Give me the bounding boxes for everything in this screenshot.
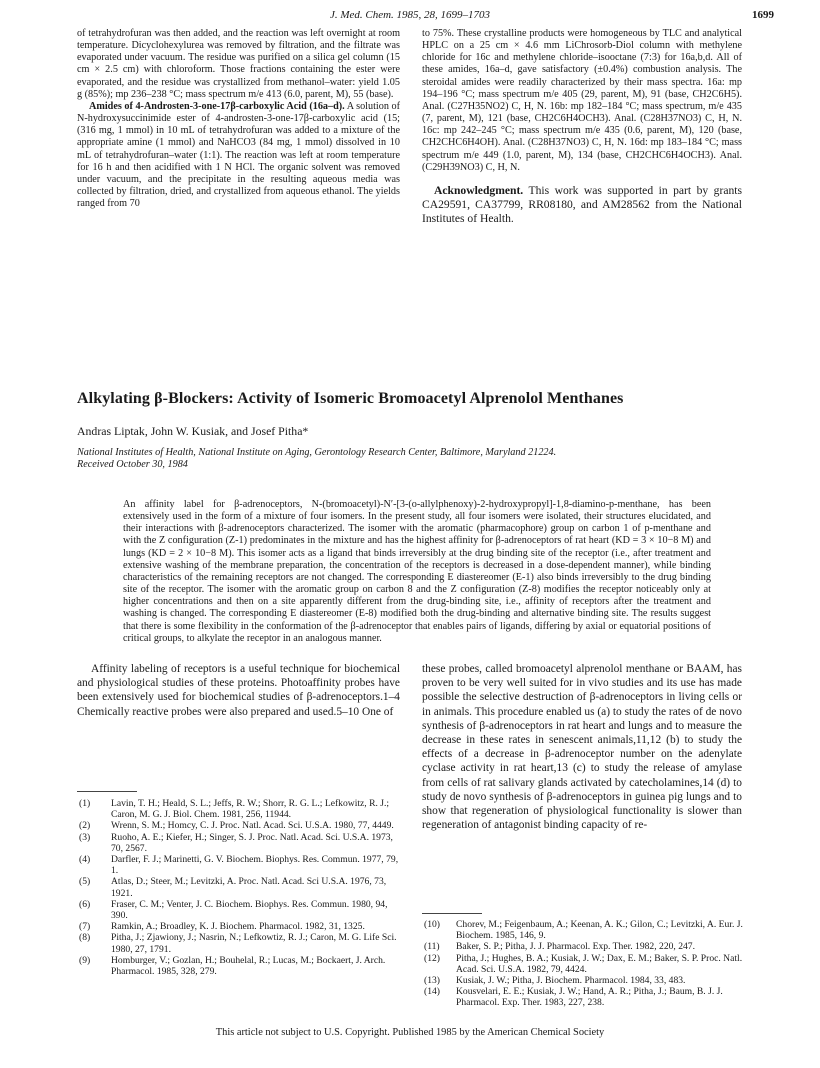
acknowledgment (422, 184, 742, 226)
reference-item: (10) Chorev, M.; Feigenbaum, A.; Keenan, A. K.; Gilon, C.; Levitzki, A. Eur. J. Biochem. 1985, 146, 9. (424, 919, 743, 942)
references-divider-right (422, 913, 482, 914)
reference-item: (11) Baker, S. P.; Pitha, J. J. Pharmacol. Exp. Ther. 1982, 220, 247. (424, 941, 696, 953)
received-date: Received October 30, 1984 (77, 459, 188, 470)
experimental-paragraph: of tetrahydrofuran was then added, and the reaction was left overnight at room temperature. Dicyclohexylurea was removed by filtration, and the filtrate was evaporated under vacuum. The residue was purified on a silica gel column (15 cm × 2.5 cm) with chloroform. Those fractions containing the ester were evaporated, and the residue was crystallized from methanol–water: yield 1.05 g (85%); mp 236–238 °C; mass spectrum m/e 413 (6.0, parent, M), 55 (base). (77, 28, 400, 100)
copyright-footer: This article not subject to U.S. Copyright. Published 1985 by the American Chemical Society (215, 1027, 605, 1038)
reference-item: (5) Atlas, D.; Steer, M.; Levitzki, A. Proc. Natl. Acad. Sci U.S.A. 1976, 73, 1921. (79, 876, 387, 899)
previous-article-right-column (422, 28, 742, 226)
references-divider-left (77, 791, 137, 792)
journal-header: J. Med. Chem. 1985, 28, 1699–1703 (329, 9, 491, 21)
reference-item: (2) Wrenn, S. M.; Homcy, C. J. Proc. Natl. Acad. Sci. U.S.A. 1980, 77, 4449. (79, 820, 394, 832)
reference-item: (12) Pitha, J.; Hughes, B. A.; Kusiak, J. W.; Dax, E. M.; Baker, S. P. Proc. Natl. Acad. Sci. U.S.A. 1982, 79, 4424. (424, 952, 743, 975)
reference-item: (14) Kousvelari, E. E.; Kusiak, J. W.; Hand, A. R.; Pitha, J.; Baum, B. J. J. Pharmacol. Exp. Ther. 1983, 227, 238. (424, 986, 723, 1009)
page-number: 1699 (752, 9, 774, 21)
reference-item: (4) Darfler, F. J.; Marinetti, G. V. Biochem. Biophys. Res. Commun. 1977, 79, 1. (79, 854, 399, 877)
reference-item: (9) Homburger, V.; Gozlan, H.; Bouhelal, R.; Lucas, M.; Bockaert, J. Arch. Pharmacol. 1985, 328, 279. (79, 954, 386, 978)
references-list-right (422, 919, 746, 1009)
reference-item: (8) Pitha, J.; Zjawiony, J.; Nasrin, N.; Lefkowtiz, R. J.; Caron, M. G. Life Sci. 1980, 27, 1791. (79, 932, 397, 955)
amides-text: A solution of N-hydroxysuccinimide ester of 4-androsten-3-one-17β-carboxylic acid (15; (316 mg, 1 mmol) in 10 mL of tetrahydrofuran was added to a mixture of the appropriate amine (1 mmol) and NaHCO3 (84 mg, 1 mmol) dissolved in 10 mL of tetrahydrofuran–water (1:1). The reaction was left at room temperature for 16 h and then acidified with 1 N HCl. The organic solvent was removed under vacuum, and the precipitate in the resulting aqueous media was collected by filtration, dried, and crystallized from aqueous ethanol. The yields ranged from 70 (77, 100, 400, 210)
article-title: Alkylating β-Blockers: Activity of Isomeric Bromoacetyl Alprenolol Menthanes (77, 390, 624, 407)
body-text-left: Affinity labeling of receptors is a useful technique for biochemical and physiological studies of these proteins. Photoaffinity probes have been extensively used for biochemical studies of β-adrenoceptors.1–4 Chemically reactive probes were also prepared and used.5–10 One of (77, 663, 400, 718)
article-abstract: An affinity label for β-adrenoceptors, N-(bromoacetyl)-N′-[3-(o-allylphenoxy)-2-hydroxypropyl]-1,8-diamino-p-menthane, has been extensively used in the form of a mixture of four isomers. In the present study, all four isomers were isolated, their structures elucidated, and their interactions with β-adrenoceptors characterized. The isomer with the aromatic (pharmacophore) group on carbon 1 of p-menthane and with the Z configuration (Z-1) predominates in the mixture and has the highest affinity for β-adrenoceptors of rat heart (KD = 3 × 10−8 M) and lungs (KD = 2 × 10−8 M). This isomer acts as a ligand that binds irreversibly at the drug binding site of the receptor (i.e., after treatment and extensive washing of the membrane preparation, the concentration of the receptors is decreased in a dose-dependent manner), while binding characteristics of the remaining receptors are not changed. The corresponding E diastereomer (E-1) also binds irreversibly to the drug binding site of the receptor. The isomer with the aromatic group on carbon 8 and the Z configuration (Z-8) modifies the receptor noticeably only at higher concentrations and then on a site apparently different from the drug-binding site, i.e., affinity of receptors after the treatment and washing is changed. The corresponding E diastereomer (E-8) modified both the drug-binding and alternative binding site. The results suggest that there is some flexibility in the conformation of the β-adrenoceptor that enables pairs of ligands, differing by axial or equatorial positions of critical groups, to alkylate the receptor in an analogous manner. (123, 499, 711, 644)
reference-item: (3) Ruoho, A. E.; Kiefer, H.; Singer, S. J. Proc. Natl. Acad. Sci. U.S.A. 1973, 70, 2567. (79, 831, 393, 854)
article-authors: Andras Liptak, John W. Kusiak, and Josef Pitha* (77, 424, 309, 438)
acknowledgment-heading: Acknowledgment. (434, 183, 524, 197)
amides-heading: Amides of 4-Androsten-3-one-17β-carboxylic Acid (16a–d). (89, 100, 345, 112)
amides-paragraph (77, 101, 400, 210)
acknowledgment-text: This work was supported in part by grants CA29591, CA37799, RR08180, and AM28562 from the National Institutes of Health. (422, 183, 742, 225)
reference-item: (13) Kusiak, J. W.; Pitha, J. Biochem. Pharmacol. 1984, 33, 483. (424, 975, 686, 987)
reference-item: (6) Fraser, C. M.; Venter, J. C. Biochem. Biophys. Res. Commun. 1980, 94, 390. (79, 898, 388, 922)
reference-item: (1) Lavin, T. H.; Heald, S. L.; Jeffs, R. W.; Shorr, R. G. L.; Lefkowitz, R. J.; Caron, M. G. J. Biol. Chem. 1981, 256, 11944. (79, 798, 390, 821)
article-affiliation (77, 447, 747, 471)
reference-item: (7) Ramkin, A.; Broadley, K. J. Biochem. Pharmacol. 1982, 31, 1325. (79, 921, 365, 933)
references-list-left (77, 798, 400, 977)
affiliation-text: National Institutes of Health, National Institute on Aging, Gerontology Research Center, Baltimore, Maryland 21224. (77, 447, 557, 458)
characterization-paragraph: to 75%. These crystalline products were homogeneous by TLC and analytical HPLC on a 25 cm × 4.6 mm LiChrosorb-Diol column with methylene chloride for 16c and methylene chloride–isooctane (7:3) for 16a,b,d. All of these amides, 16a–d, gave satisfactory (±0.4%) combustion analysis. The steroidal amides were readily characterized by their mass spectra. 16a: mp 194–196 °C; mass spectrum m/e 405 (29, parent, M), 91 (base, CH2C6H5). Anal. (C27H35NO2) C, H, N. 16b: mp 182–184 °C; mass spectrum, m/e 435 (7, parent, M), 121 (base, CH2C6H4OCH3). Anal. (C28H37NO3) C, H, N. 16c: mp 242–245 °C; mass spectrum m/e 435 (0.6, parent, M), 120 (base, CH2CHC6H4OH). Anal. (C28H37NO3) C, H, N. 16d: mp 183–184 °C; mass spectrum m/e 449 (1.0, parent, M), 134 (base, CH2CHC6H4OCH3). Anal. (C29H39NO3) C, H, N. (422, 28, 742, 173)
body-text-right: these probes, called bromoacetyl alprenolol menthane or BAAM, has proven to be very well suited for in vivo studies and its use has made possible the selective destruction of β-adrenoceptors in living cells or in animals. This procedure enabled us (a) to study the rates of de novo synthesis of β-adrenoceptors in rat heart and lungs and to measure the decrease in these rates in senescent animals,11,12 (b) to study the effects of a decrease in β-adrenoceptor number on the adenylate cyclase activity in rat heart,13 (c) to study the release of amylase from cells of rat salivary glands activated by catecholamines,14 (d) to study de novo synthesis of β-adrenoceptors in guinea pig lungs and to show that regeneration of physiological functionality is slower than regeneration of antagonist binding capacity of re- (422, 663, 742, 832)
previous-article-left-column (77, 28, 400, 210)
